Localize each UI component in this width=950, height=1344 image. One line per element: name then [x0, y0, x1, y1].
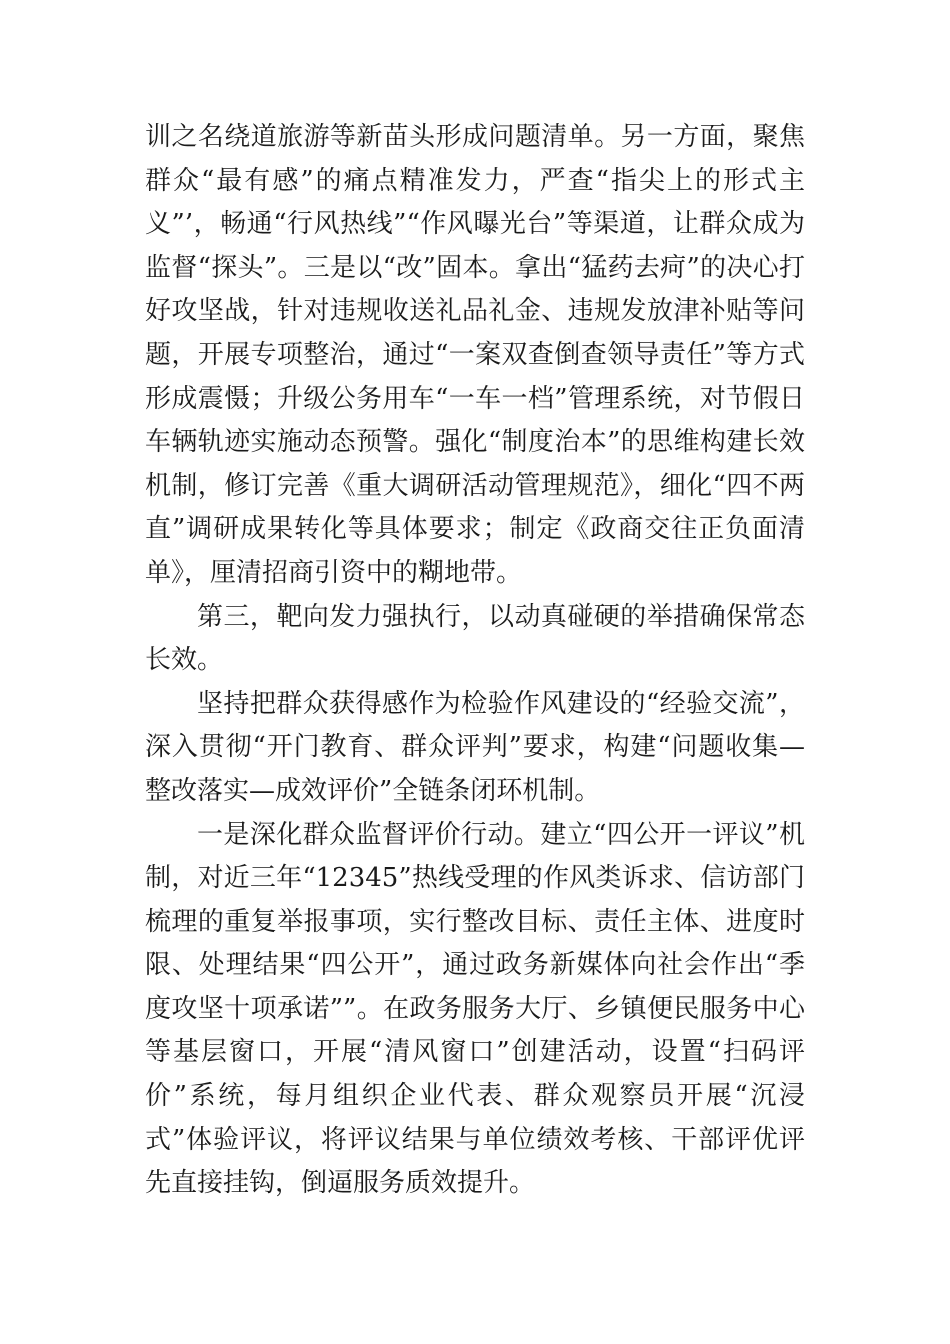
paragraph-item-one: 一是深化群众监督评价行动。建立“四公开一评议”机制，对近三年“12345”热线受理的作风类诉求、信访部门梳理的重复举报事项，实行整改目标、责任主体、进度时限、处理结果“四公开”，通过政务新媒体向社会作出“季度攻坚十项承诺””。在政务服务大厅、乡镇便民服务中心等基层窗口，开展“清风窗口”创建活动，设置“扫码评价”系统，每月组织企业代表、群众观察员开展“沉浸式”体验评议，将评议结果与单位绩效考核、干部评优评先直接挂钩，倒逼服务质效提升。 [145, 819, 805, 1199]
document-body [145, 116, 805, 1206]
paragraph-intro: 坚持把群众获得感作为检验作风建设的“经验交流”，深入贯彻“开门教育、群众评判”要求，构建“问题收集—整改落实—成效评价”全链条闭环机制。 [145, 688, 805, 806]
paragraph-section-heading: 第三，靶向发力强执行，以动真碰硬的举措确保常态长效。 [145, 601, 805, 676]
paragraph-continuation: 训之名绕道旅游等新苗头形成问题清单。另一方面，聚焦群众“最有感”的痛点精准发力，严查“指尖上的形式主义”’，畅通“行风热线”“作风曝光台”等渠道，让群众成为监督“探头”。三是以“改”固本。拿出“猛药去疴”的决心打好攻坚战，针对违规收送礼品礼金、违规发放津补贴等问题，开展专项整治，通过“一案双查倒查领导责任”等方式形成震慑；升级公务用车“一车一档”管理系统，对节假日车辆轨迹实施动态预警。强化“制度治本”的思维构建长效机制，修订完善《重大调研活动管理规范》，细化“四不两直”调研成果转化等具体要求；制定《政商交往正负面清单》，厘清招商引资中的糊地带。 [145, 122, 805, 588]
